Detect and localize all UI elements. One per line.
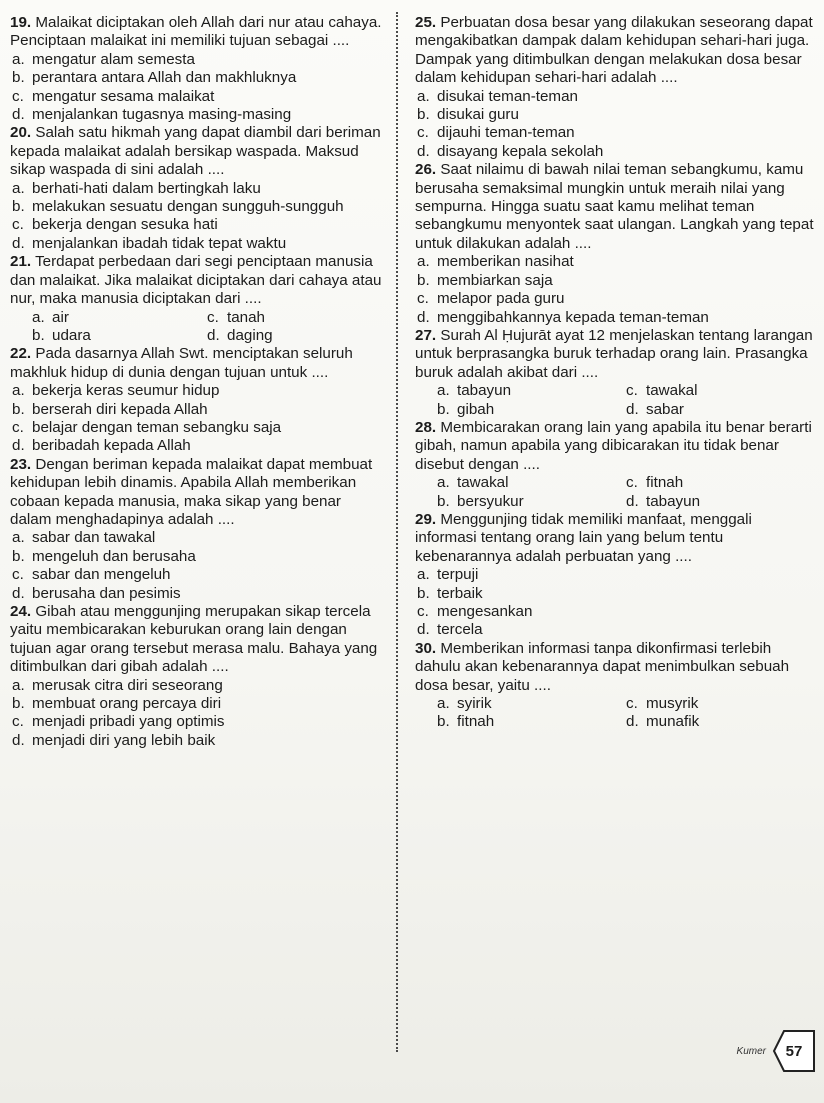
question-25 bbox=[415, 14, 815, 161]
option-letter: c. bbox=[12, 566, 24, 584]
answer-option[interactable] bbox=[207, 309, 382, 327]
answer-option[interactable] bbox=[10, 88, 382, 106]
answer-option[interactable] bbox=[415, 290, 815, 308]
answer-option[interactable] bbox=[10, 180, 382, 198]
question-stem bbox=[10, 456, 382, 530]
option-letter: b. bbox=[417, 271, 430, 289]
question-number: 26. bbox=[415, 161, 437, 179]
option-letter: b. bbox=[12, 198, 25, 216]
option-text: daging bbox=[227, 326, 273, 344]
option-letter: d. bbox=[12, 234, 25, 252]
question-30 bbox=[415, 640, 815, 732]
option-text: melakukan sesuatu dengan sungguh-sungguh bbox=[32, 198, 344, 216]
answer-option[interactable] bbox=[415, 143, 815, 161]
answer-option[interactable] bbox=[437, 474, 626, 492]
option-text: munafik bbox=[646, 713, 700, 731]
question-text: Salah satu hikmah yang dapat diambil dari beriman kepada malaikat adalah bersikap waspada. Maksud sikap waspada di sini adalah .... bbox=[10, 124, 381, 179]
question-27 bbox=[415, 327, 815, 419]
option-text: sabar dan mengeluh bbox=[32, 566, 171, 584]
option-letter: d. bbox=[12, 437, 25, 455]
option-text: tabayun bbox=[457, 382, 512, 400]
option-letter: c. bbox=[626, 382, 638, 400]
answer-option[interactable] bbox=[10, 713, 382, 731]
question-text: Pada dasarnya Allah Swt. menciptakan seluruh makhluk hidup di dunia dengan tujuan untuk .... bbox=[10, 345, 353, 381]
option-letter: b. bbox=[12, 69, 25, 87]
answer-option[interactable] bbox=[415, 585, 815, 603]
question-28 bbox=[415, 419, 815, 511]
option-letter: d. bbox=[626, 492, 639, 510]
option-text: menjalankan tugasnya masing-masing bbox=[32, 106, 292, 124]
option-text: tabayun bbox=[646, 492, 701, 510]
answer-option[interactable] bbox=[626, 713, 815, 731]
option-letter: c. bbox=[12, 418, 24, 436]
option-text: sabar dan tawakal bbox=[32, 529, 156, 547]
answer-options bbox=[10, 180, 382, 254]
question-20 bbox=[10, 124, 382, 253]
option-letter: c. bbox=[626, 474, 638, 492]
question-text: Saat nilaimu di bawah nilai teman sebangkumu, kamu berusaha semaksimal mungkin untuk meraih nilai yang sempurna. Hingga suatu saat kamu melihat teman sebangkumu menyontek saat ulangan. Langkah yang tepat untuk dilakukan adalah .... bbox=[415, 161, 814, 252]
option-letter: a. bbox=[417, 87, 430, 105]
answer-option[interactable] bbox=[626, 474, 815, 492]
question-number: 19. bbox=[10, 14, 32, 31]
option-letter: b. bbox=[417, 584, 430, 602]
answer-option[interactable] bbox=[32, 327, 207, 345]
answer-option[interactable] bbox=[10, 585, 382, 603]
question-stem bbox=[10, 124, 382, 179]
question-24 bbox=[10, 603, 382, 750]
option-text: gibah bbox=[457, 400, 495, 418]
option-text: membiarkan saja bbox=[437, 271, 553, 289]
answer-option[interactable] bbox=[10, 732, 382, 750]
option-text: disukai guru bbox=[437, 106, 519, 124]
answer-options bbox=[415, 253, 815, 327]
option-text: musyrik bbox=[646, 695, 699, 713]
answer-option[interactable] bbox=[626, 493, 815, 511]
option-text: memberikan nasihat bbox=[437, 253, 574, 271]
option-letter: c. bbox=[207, 308, 219, 326]
answer-options bbox=[10, 309, 382, 346]
option-letter: d. bbox=[207, 326, 220, 344]
answer-option[interactable] bbox=[626, 695, 815, 713]
page-number: 57 bbox=[785, 1042, 803, 1060]
option-letter: d. bbox=[12, 106, 25, 124]
option-text: berhati-hati dalam bertingkah laku bbox=[32, 179, 261, 197]
option-text: perantara antara Allah dan makhluknya bbox=[32, 69, 297, 87]
answer-options bbox=[10, 51, 382, 125]
answer-option[interactable] bbox=[10, 529, 382, 547]
column-divider bbox=[396, 12, 398, 1052]
answer-option[interactable] bbox=[10, 106, 382, 124]
answer-options bbox=[10, 529, 382, 603]
answer-option[interactable] bbox=[415, 566, 815, 584]
answer-options bbox=[10, 677, 382, 751]
question-stem bbox=[10, 253, 382, 308]
question-number: 29. bbox=[415, 510, 437, 528]
option-letter: d. bbox=[12, 731, 25, 749]
option-text: tanah bbox=[227, 308, 266, 326]
question-stem bbox=[415, 640, 815, 695]
option-text: syirik bbox=[457, 695, 492, 713]
option-text: disukai teman-teman bbox=[437, 87, 578, 105]
question-number: 28. bbox=[415, 418, 437, 436]
answer-options bbox=[415, 566, 815, 640]
page-footer bbox=[737, 1029, 816, 1073]
question-number: 25. bbox=[415, 14, 437, 31]
option-letter: b. bbox=[12, 547, 25, 565]
option-text: merusak citra diri seseorang bbox=[32, 676, 223, 694]
answer-option[interactable] bbox=[10, 382, 382, 400]
question-stem bbox=[415, 161, 815, 253]
option-letter: d. bbox=[626, 400, 639, 418]
option-letter: a. bbox=[12, 529, 25, 547]
option-letter: c. bbox=[417, 603, 429, 620]
answer-option[interactable] bbox=[415, 272, 815, 290]
right-column bbox=[415, 14, 815, 732]
left-column bbox=[10, 14, 382, 750]
option-letter: d. bbox=[417, 142, 430, 160]
question-stem bbox=[415, 419, 815, 474]
option-text: terbaik bbox=[437, 584, 483, 602]
option-text: berusaha dan pesimis bbox=[32, 584, 181, 602]
answer-option[interactable] bbox=[10, 695, 382, 713]
question-text: Memberikan informasi tanpa dikonfirmasi terlebih dahulu akan kebenarannya dapat menimbulkan sebuah dosa besar, yaitu .... bbox=[415, 639, 790, 694]
option-letter: c. bbox=[417, 124, 429, 142]
question-text: Membicarakan orang lain yang apabila itu benar berarti gibah, namun apabila yang dibicarakan itu tidak benar disebut dengan .... bbox=[415, 418, 812, 473]
option-letter: b. bbox=[437, 713, 450, 731]
answer-option[interactable] bbox=[10, 548, 382, 566]
option-text: sabar bbox=[646, 400, 684, 418]
question-text: Surah Al Ḥujurāt ayat 12 menjelaskan tentang larangan untuk berprasangka buruk terhadap orang lain. Prasangka buruk adalah akibat dari .... bbox=[415, 326, 813, 381]
option-text: terpuji bbox=[437, 566, 479, 584]
page-number-badge bbox=[772, 1029, 816, 1073]
answer-option[interactable] bbox=[437, 382, 626, 400]
option-text: mengatur sesama malaikat bbox=[32, 87, 215, 105]
option-text: bekerja dengan sesuka hati bbox=[32, 216, 218, 234]
option-letter: c. bbox=[626, 695, 638, 713]
answer-option[interactable] bbox=[626, 401, 815, 419]
option-text: mengeluh dan berusaha bbox=[32, 547, 196, 565]
question-stem bbox=[415, 327, 815, 382]
publisher-mark: Kumer bbox=[736, 1045, 766, 1057]
option-text: disayang kepala sekolah bbox=[437, 142, 604, 160]
option-text: menjadi diri yang lebih baik bbox=[32, 731, 216, 749]
option-text: fitnah bbox=[646, 474, 684, 492]
question-text: Menggunjing tidak memiliki manfaat, menggali informasi tentang orang lain yang belum tentu kebenarannya adalah perbuatan yang .... bbox=[415, 510, 752, 565]
option-letter: c. bbox=[417, 290, 429, 308]
option-text: menjalankan ibadah tidak tepat waktu bbox=[32, 234, 287, 252]
option-text: dijauhi teman-teman bbox=[437, 124, 575, 142]
answer-options bbox=[415, 474, 815, 511]
question-stem bbox=[10, 603, 382, 677]
option-letter: a. bbox=[12, 50, 25, 68]
answer-option[interactable] bbox=[437, 401, 626, 419]
answer-option[interactable] bbox=[437, 713, 626, 731]
option-text: mengatur alam semesta bbox=[32, 50, 195, 68]
question-22 bbox=[10, 345, 382, 455]
answer-options bbox=[415, 382, 815, 419]
option-letter: a. bbox=[32, 308, 45, 326]
answer-options bbox=[415, 88, 815, 162]
question-stem bbox=[10, 14, 382, 51]
answer-option[interactable] bbox=[10, 677, 382, 695]
option-letter: a. bbox=[417, 566, 430, 584]
option-letter: b. bbox=[417, 106, 430, 124]
answer-option[interactable] bbox=[415, 106, 815, 124]
option-letter: b. bbox=[12, 695, 25, 713]
answer-option[interactable] bbox=[10, 216, 382, 234]
answer-option[interactable] bbox=[10, 566, 382, 584]
answer-option[interactable] bbox=[437, 493, 626, 511]
answer-option[interactable] bbox=[415, 309, 815, 327]
option-text: tawakal bbox=[646, 382, 698, 400]
option-text: mengesankan bbox=[437, 603, 533, 620]
option-letter: b. bbox=[437, 492, 450, 510]
answer-option[interactable] bbox=[415, 253, 815, 271]
question-21 bbox=[10, 253, 382, 345]
option-text: fitnah bbox=[457, 713, 495, 731]
answer-option[interactable] bbox=[626, 382, 815, 400]
question-19 bbox=[10, 14, 382, 124]
answer-option[interactable] bbox=[10, 198, 382, 216]
question-text: Dengan beriman kepada malaikat dapat membuat kehidupan lebih dinamis. Apabila Allah memberikan cobaan kepada manusia, maka sikap yang benar dalam menghadapinya adalah .... bbox=[10, 455, 373, 528]
option-text: bersyukur bbox=[457, 492, 524, 510]
answer-options bbox=[10, 382, 382, 456]
option-text: berserah diri kepada Allah bbox=[32, 400, 208, 418]
answer-option[interactable] bbox=[10, 235, 382, 253]
option-letter: c. bbox=[12, 216, 24, 234]
question-29 bbox=[415, 511, 815, 640]
option-text: menjadi pribadi yang optimis bbox=[32, 713, 225, 731]
question-stem bbox=[415, 511, 815, 566]
answer-option[interactable] bbox=[10, 419, 382, 437]
option-text: air bbox=[52, 308, 69, 326]
option-letter: d. bbox=[12, 584, 25, 602]
option-letter: a. bbox=[12, 676, 25, 694]
question-number: 21. bbox=[10, 253, 32, 271]
option-letter: d. bbox=[626, 713, 639, 731]
answer-option[interactable] bbox=[10, 69, 382, 87]
option-letter: b. bbox=[437, 400, 450, 418]
answer-options bbox=[415, 695, 815, 732]
option-letter: d. bbox=[417, 308, 430, 326]
option-text: beribadah kepada Allah bbox=[32, 437, 191, 455]
question-26 bbox=[415, 161, 815, 327]
answer-option[interactable] bbox=[10, 401, 382, 419]
question-number: 27. bbox=[415, 326, 437, 344]
answer-option[interactable] bbox=[415, 603, 815, 621]
option-letter: a. bbox=[437, 474, 450, 492]
answer-option[interactable] bbox=[32, 309, 207, 327]
option-letter: a. bbox=[417, 253, 430, 271]
question-text: Terdapat perbedaan dari segi penciptaan manusia dan malaikat. Jika malaikat diciptakan dari cahaya atau nur, maka manusia diciptakan dari .... bbox=[10, 253, 382, 308]
question-stem bbox=[415, 14, 815, 88]
option-letter: a. bbox=[12, 382, 25, 400]
option-letter: b. bbox=[12, 400, 25, 418]
answer-option[interactable] bbox=[10, 51, 382, 69]
answer-option[interactable] bbox=[10, 437, 382, 455]
answer-option[interactable] bbox=[415, 124, 815, 142]
question-number: 30. bbox=[415, 639, 437, 657]
option-letter: b. bbox=[32, 326, 45, 344]
question-text: Perbuatan dosa besar yang dilakukan seseorang dapat mengakibatkan dampak dalam kehidupan sehari-hari juga. Dampak yang ditimbulkan dengan melakukan dosa besar dalam kehidupan sehari-hari adalah .... bbox=[415, 14, 813, 87]
answer-option[interactable] bbox=[437, 695, 626, 713]
option-text: bekerja keras seumur hidup bbox=[32, 382, 220, 400]
option-text: tercela bbox=[437, 621, 483, 639]
question-number: 20. bbox=[10, 124, 32, 142]
question-number: 23. bbox=[10, 455, 32, 473]
question-number: 24. bbox=[10, 603, 32, 620]
option-letter: d. bbox=[417, 621, 430, 639]
option-text: belajar dengan teman sebangku saja bbox=[32, 418, 282, 436]
option-text: tawakal bbox=[457, 474, 509, 492]
option-letter: a. bbox=[437, 695, 450, 713]
option-text: udara bbox=[52, 326, 91, 344]
answer-option[interactable] bbox=[207, 327, 382, 345]
question-23 bbox=[10, 456, 382, 603]
question-stem bbox=[10, 345, 382, 382]
option-text: melapor pada guru bbox=[437, 290, 565, 308]
question-number: 22. bbox=[10, 345, 32, 363]
option-letter: a. bbox=[437, 382, 450, 400]
option-letter: c. bbox=[12, 87, 24, 105]
question-text: Malaikat diciptakan oleh Allah dari nur atau cahaya. Penciptaan malaikat ini memiliki tujuan sebagai .... bbox=[10, 14, 382, 50]
option-letter: a. bbox=[12, 179, 25, 197]
option-text: menggibahkannya kepada teman-teman bbox=[437, 308, 709, 326]
option-text: membuat orang percaya diri bbox=[32, 695, 222, 713]
answer-option[interactable] bbox=[415, 88, 815, 106]
question-text: Gibah atau menggunjing merupakan sikap tercela yaitu membicarakan keburukan orang lain dengan tujuan agar orang tersebut merasa malu. Bahaya yang ditimbulkan dari gibah adalah .... bbox=[10, 603, 378, 676]
option-letter: c. bbox=[12, 713, 24, 731]
answer-option[interactable] bbox=[415, 621, 815, 639]
